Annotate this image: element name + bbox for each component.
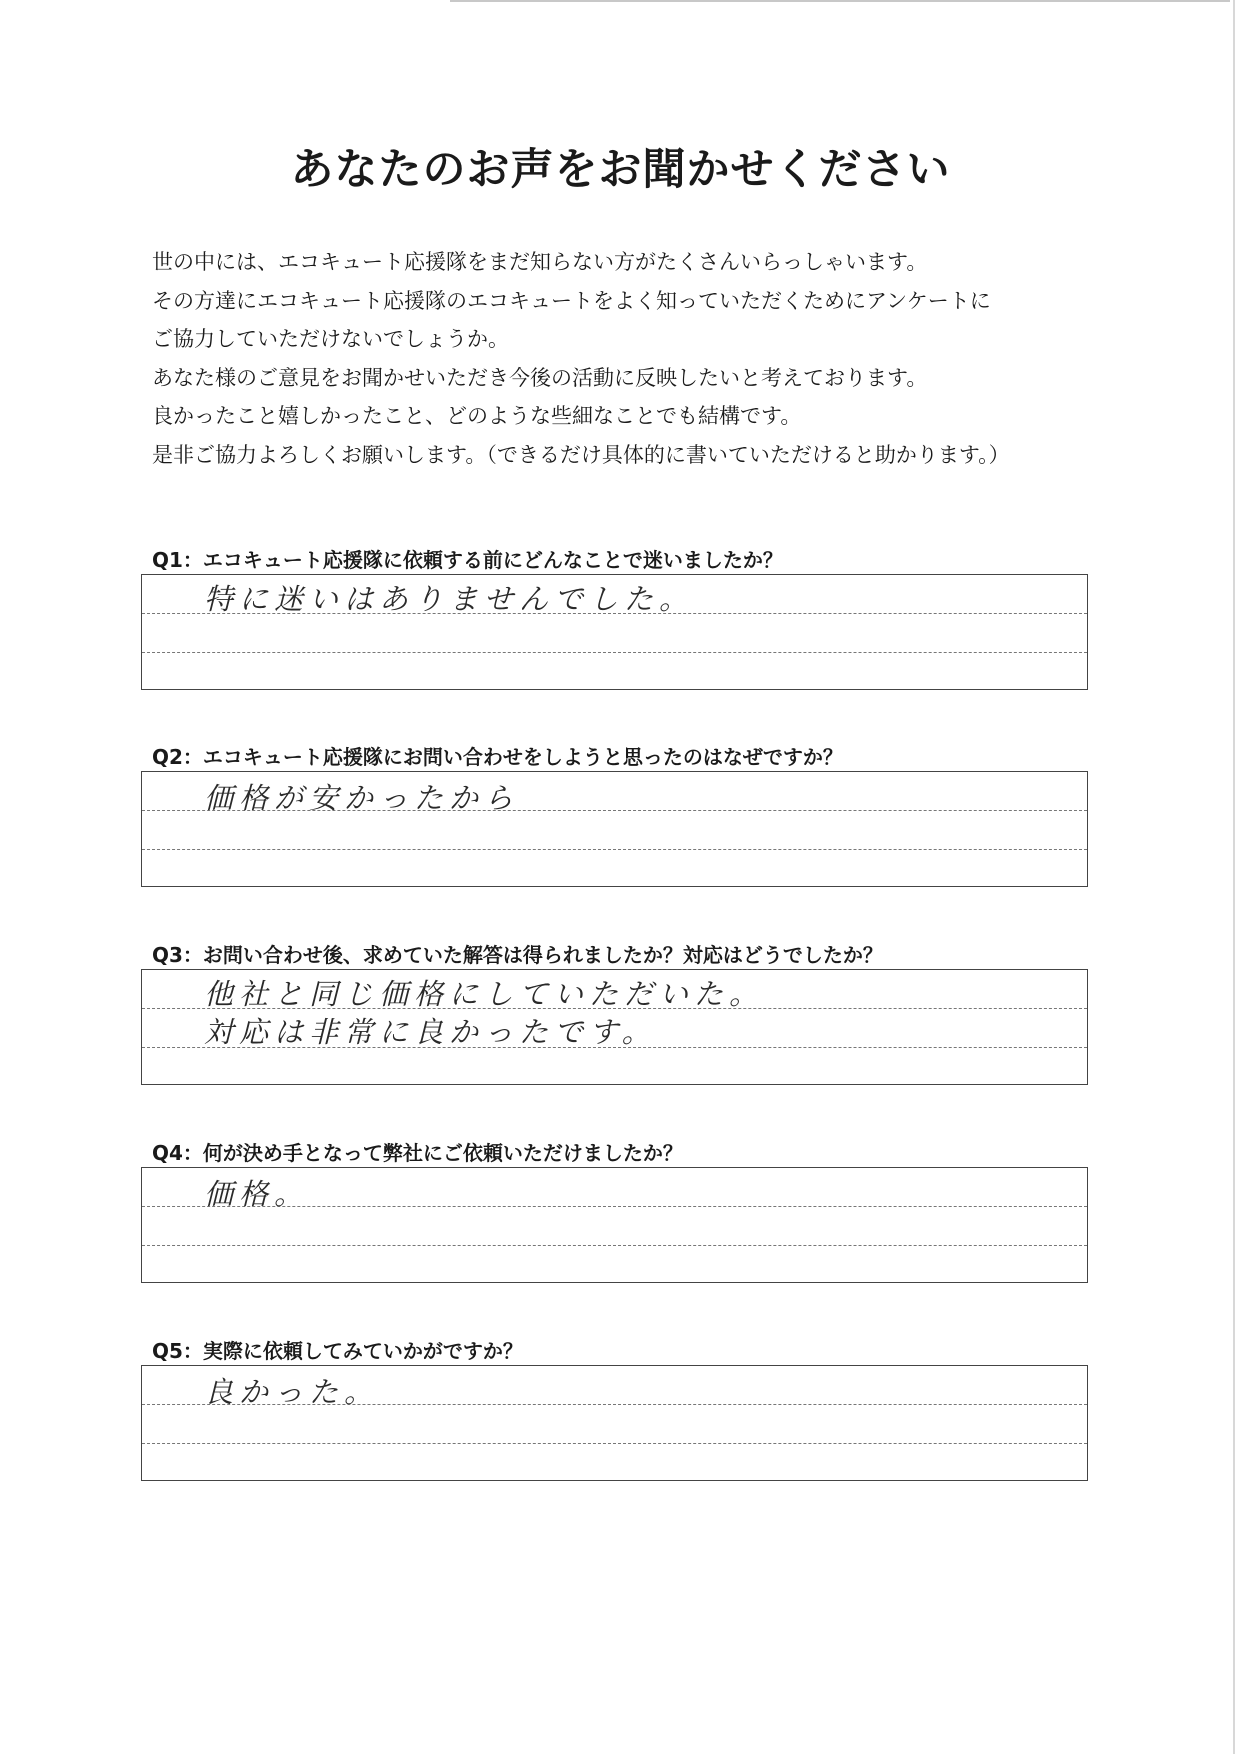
scan-right-edge: [1233, 0, 1235, 1754]
handwritten-answer: 価格が安かったから: [204, 781, 520, 815]
question-label-q3: Q3：お問い合わせ後、求めていた解答は得られましたか？対応はどうでしたか？: [152, 943, 883, 967]
handwritten-answer: 対応は非常に良かったです。: [204, 1015, 657, 1049]
ruled-line: [142, 652, 1087, 653]
answer-box-q3: [141, 969, 1088, 1085]
intro-line: 世の中には、エコキュート応援隊をまだ知らない方がたくさんいらっしゃいます。: [152, 250, 928, 274]
intro-line: 良かったこと嬉しかったこと、どのような些細なことでも結構です。: [152, 404, 802, 429]
intro-line: その方達にエコキュート応援隊のエコキュートをよく知っていただくためにアンケートに: [152, 288, 991, 313]
question-label-q5: Q5：実際に依頼してみていかがですか？: [152, 1339, 523, 1363]
intro-paragraph: [152, 243, 1112, 475]
ruled-line: [142, 849, 1087, 850]
handwritten-answer: 良かった。: [204, 1375, 380, 1409]
question-label-q2: Q2：エコキュート応援隊にお問い合わせをしようと思ったのはなぜですか？: [152, 745, 843, 769]
question-label-q1: Q1：エコキュート応援隊に依頼する前にどんなことで迷いましたか？: [152, 548, 783, 572]
intro-line: あなた様のご意見をお聞かせいただき今後の活動に反映したいと考えております。: [152, 365, 928, 390]
handwritten-answer: 他社と同じ価格にしていただいた。: [204, 977, 765, 1011]
ruled-line: [142, 1245, 1087, 1246]
handwritten-answer: 価格。: [204, 1177, 310, 1211]
answer-box-q1: [141, 574, 1088, 690]
answer-box-q5: [141, 1365, 1088, 1481]
intro-line: 是非ご協力よろしくお願いします。（できるだけ具体的に書いていただけると助かります。）: [152, 442, 1010, 467]
answer-box-q4: [141, 1167, 1088, 1283]
page-title: あなたのお声をお聞かせください: [290, 145, 951, 195]
scan-top-edge: [450, 0, 1230, 2]
question-label-q4: Q4：何が決め手となって弊社にご依頼いただけましたか？: [152, 1141, 683, 1165]
ruled-line: [142, 1443, 1087, 1444]
intro-line: ご協力していただけないでしょうか。: [152, 327, 509, 352]
handwritten-answer: 特に迷いはありませんでした。: [204, 582, 695, 616]
answer-box-q2: [141, 771, 1088, 887]
